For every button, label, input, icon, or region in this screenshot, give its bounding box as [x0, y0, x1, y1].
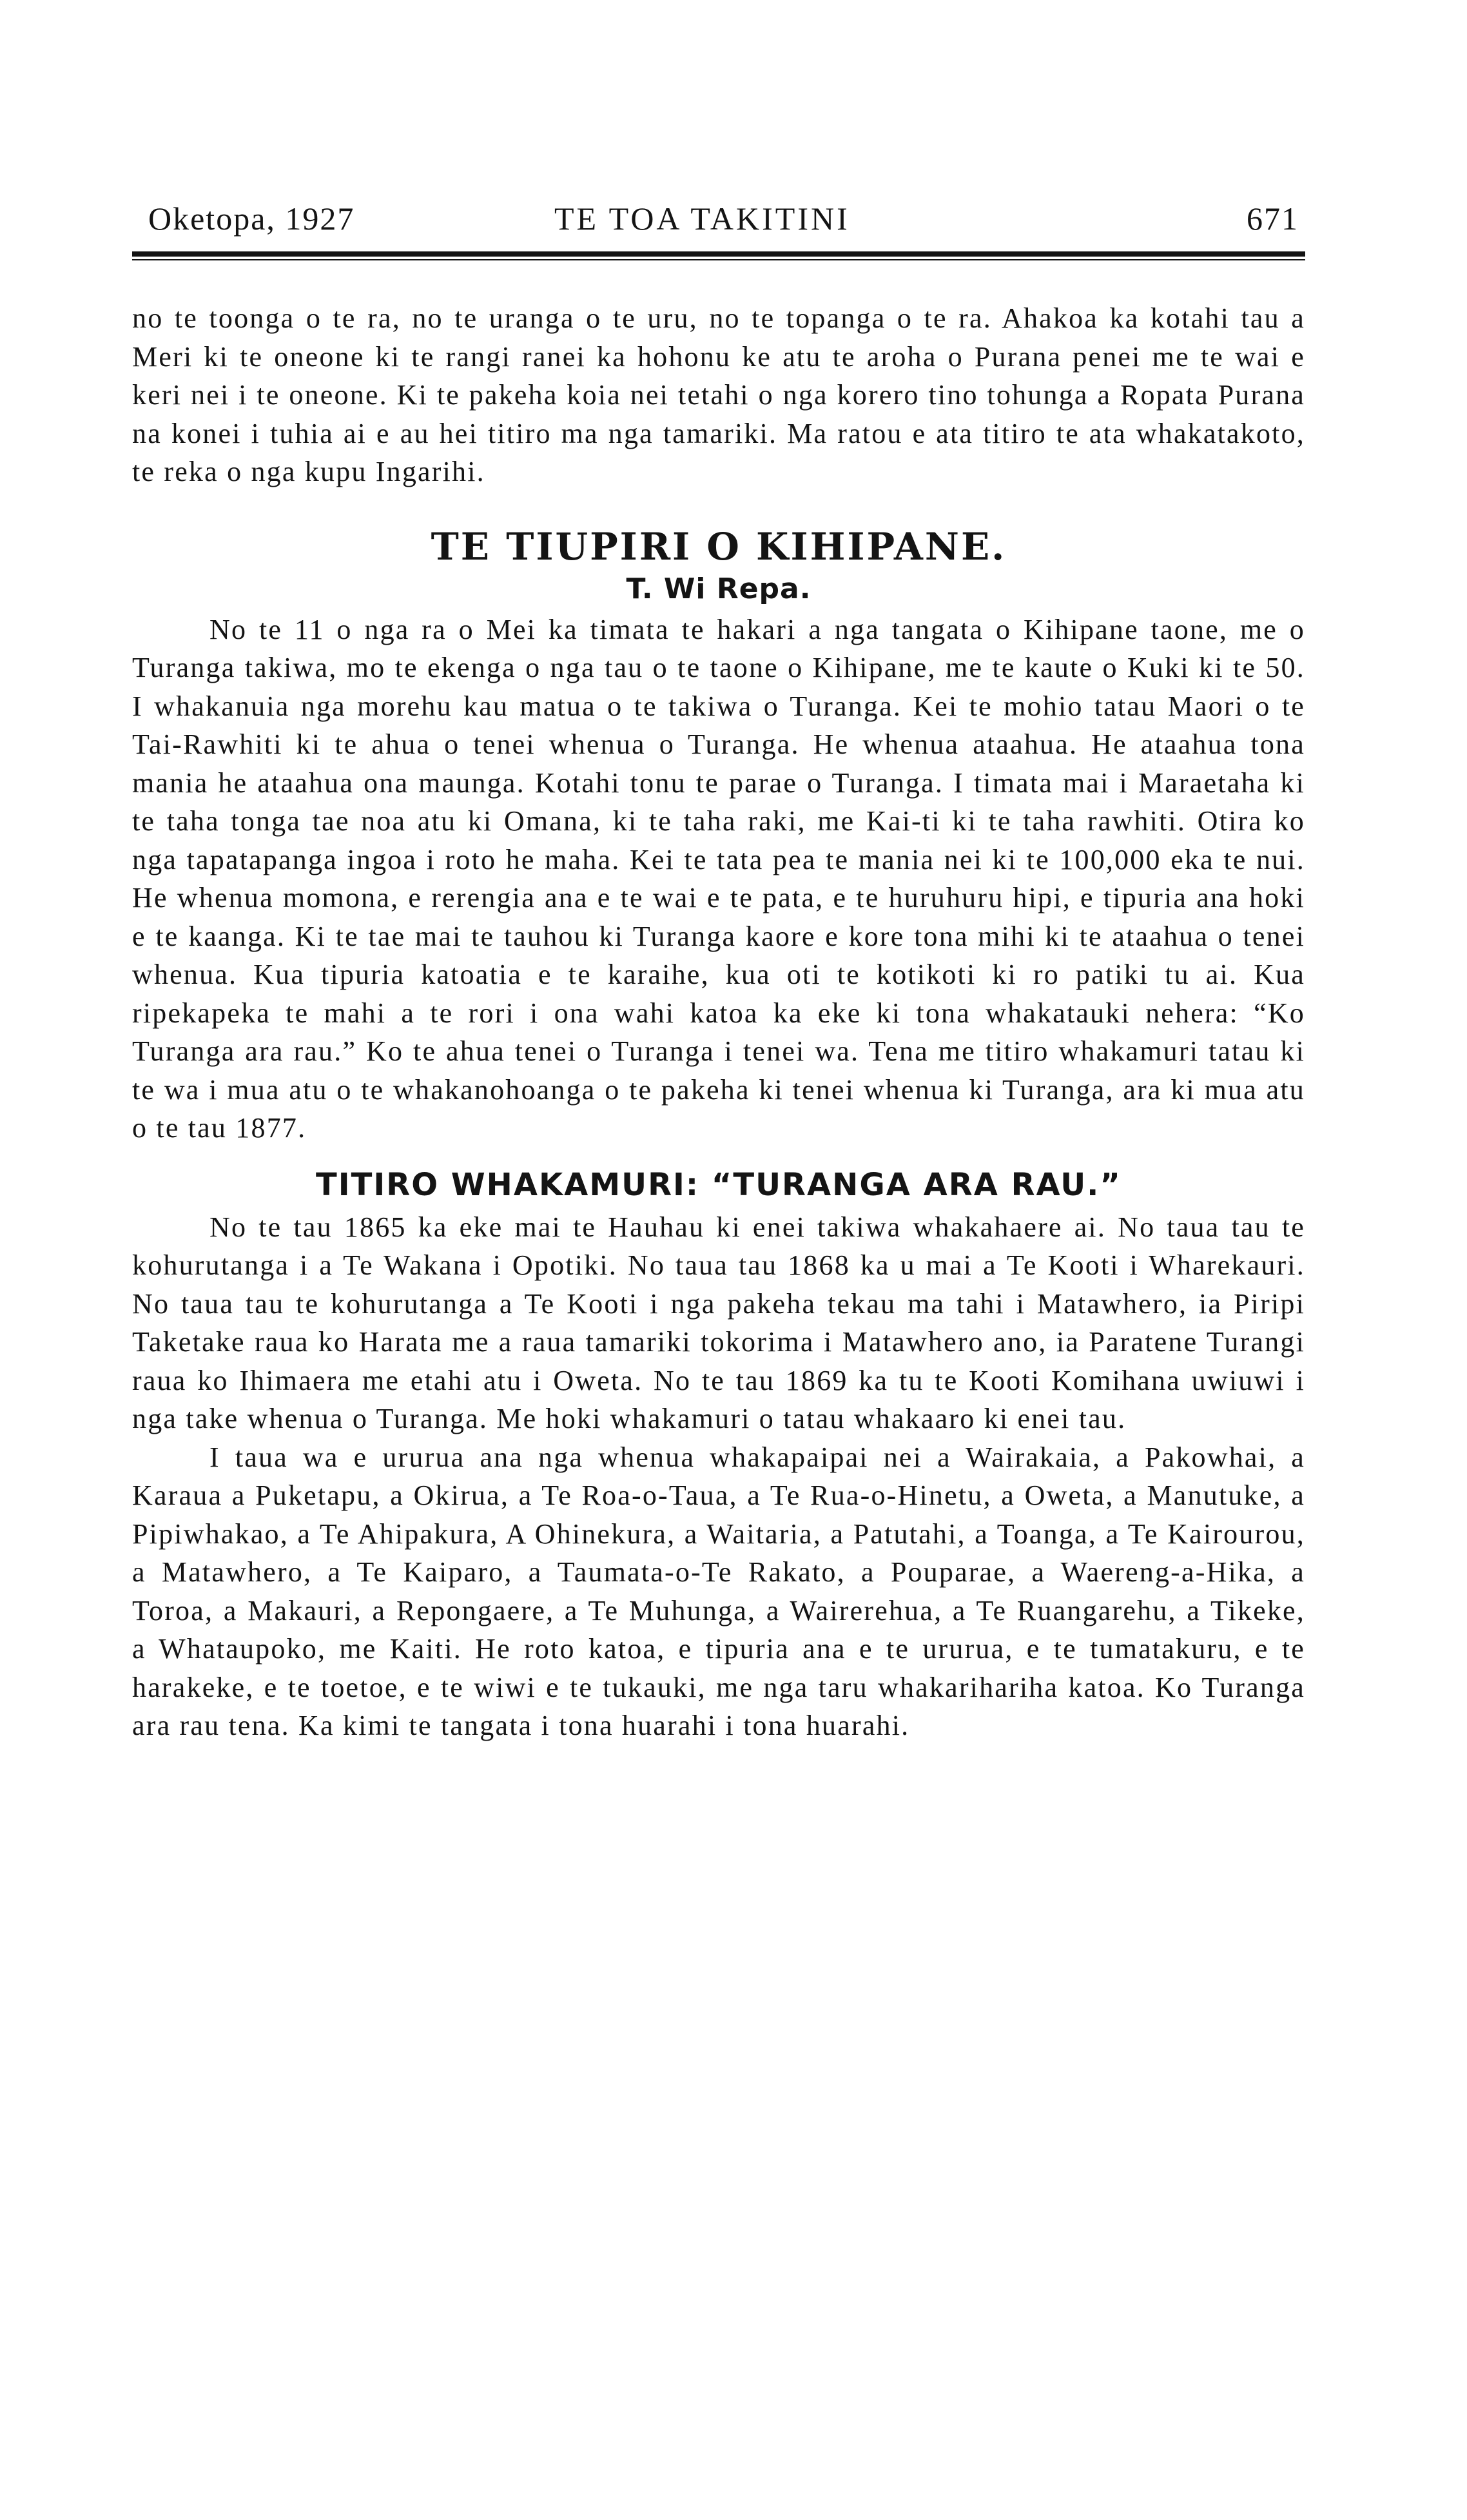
- paragraph-places: I taua wa e ururua ana nga whenua whakapaipai nei a Wairakaia, a Pakowhai, a Karaua a Puketapu, a Okirua, a Te Roa-o-Taua, a Te Rua-o-Hinetu, a Oweta, a Manutuke, a Pipiwhakao, a Te Ahipakura, A Ohinekura, a Waitaria, a Patutahi, a Toanga, a Te Kairourou, a Matawhero, a Te Kaiparo, a Taumata-o-Te Rakato, a Pouparae, a Waereng-a-Hika, a Toroa, a Makauri, a Repongaere, a Te Muhunga, a Wairerehua, a Te Ruangarehu, a Tikeke, a Whataupoko, me Kaiti. He roto katoa, e tipuria ana e te ururua, e te tumatakuru, e te harakeke, e te toetoe, e te wiwi e te tukauki, me nga taru whakarihariha katoa. Ko Turanga ara rau tena. Ka kimi te tangata i tona huarahi i tona huarahi.: [132, 1441, 1305, 1741]
- article-title: TE TIUPIRI O KIHIPANE.: [431, 524, 1007, 569]
- page-number: 671: [1247, 200, 1299, 237]
- paragraph-continued: no te toonga o te ra, no te uranga o te uru, no te topanga o te ra. Ahakoa ka kotahi tau a Meri ki te oneone ki te rangi ranei ka hohonu ke atu te aroha o Purana penei me te wai e keri nei i te oneone. Ki te pakeha koia nei tetahi o nga korero tino tohunga a Ropata Purana na konei i tuhia ai e au hei titiro ma nga tamariki. Ma ratou e ata titiro te ata whakatakoto, te reka o nga kupu Ingarihi.: [132, 302, 1305, 487]
- paragraph-history: No te tau 1865 ka eke mai te Hauhau ki enei takiwa whakahaere ai. No taua tau te kohurutanga i a Te Wakana i Opotiki. No taua tau 1868 ka u mai a Te Kooti i Wharekauri. No taua tau te kohurutanga a Te Kooti i nga pakeha tekau ma tahi i Matawhero, ia Piripi Taketake raua ko Harata me a raua tamariki tokorima i Matawhero ano, ia Paratene Turangi raua ko Ihimaera me etahi atu i Oweta. No te tau 1869 ka tu te Kooti Komihana uwiuwi i nga take whenua o Turanga. Me hoki whakamuri o tatau whakaaro ki enei tau.: [132, 1211, 1305, 1434]
- header-rule-thin: [132, 259, 1305, 260]
- journal-title: TE TOA TAKITINI: [554, 200, 850, 237]
- article-author: T. Wi Repa.: [626, 572, 811, 605]
- header-rule-thick: [132, 251, 1305, 257]
- section-heading: TITIRO WHAKAMURI: “TURANGA ARA RAU.”: [316, 1166, 1122, 1203]
- paragraph-jubilee: No te 11 o nga ra o Mei ka timata te hakari a nga tangata o Kihipane taone, me o Turanga takiwa, mo te ekenga o nga tau o te taone o Kihipane, me te kaute o Kuki ki te 50. I whakanuia nga morehu kau matua o te takiwa o Turanga. Kei te mohio tatau Maori o te Tai-Rawhiti ki te ahua o tenei whenua o Turanga. He whenua ataahua. He ataahua tona mania he ataahua ona maunga. Kotahi tonu te parae o Turanga. I timata mai i Maraetaha ki te taha tonga tae noa atu ki Omana, ki te taha raki, me Kai-ti ki te taha rawhiti. Otira ko nga tapatapanga ingoa i roto he maha. Kei te tata pea te mania nei ki te 100,000 eka te nui. He whenua momona, e rerengia ana e te wai e te pata, e te huruhuru hipi, e tipuria ana hoki e te kaanga. Ki te tae mai te tauhou ki Turanga kaore e kore tona mihi ki te ataahua o tenei whenua. Kua tipuria katoatia e te karaihe, kua oti te kotikoti ki ro patiki tu ai. Kua ripekapeka te mahi a te rori i ona wahi katoa ka eke ki tona whakatauki nehera: “Ko Turanga ara rau.” Ko te ahua tenei o Turanga i tenei wa. Tena me titiro whakamuri tatau ki te wa i mua atu o te whakanohoanga o te pakeha ki tenei whenua ki Turanga, ara ki mua atu o te tau 1877.: [132, 613, 1305, 1144]
- header-date: Oketopa, 1927: [148, 200, 355, 237]
- running-header: [132, 193, 1305, 251]
- page: [132, 193, 1305, 1745]
